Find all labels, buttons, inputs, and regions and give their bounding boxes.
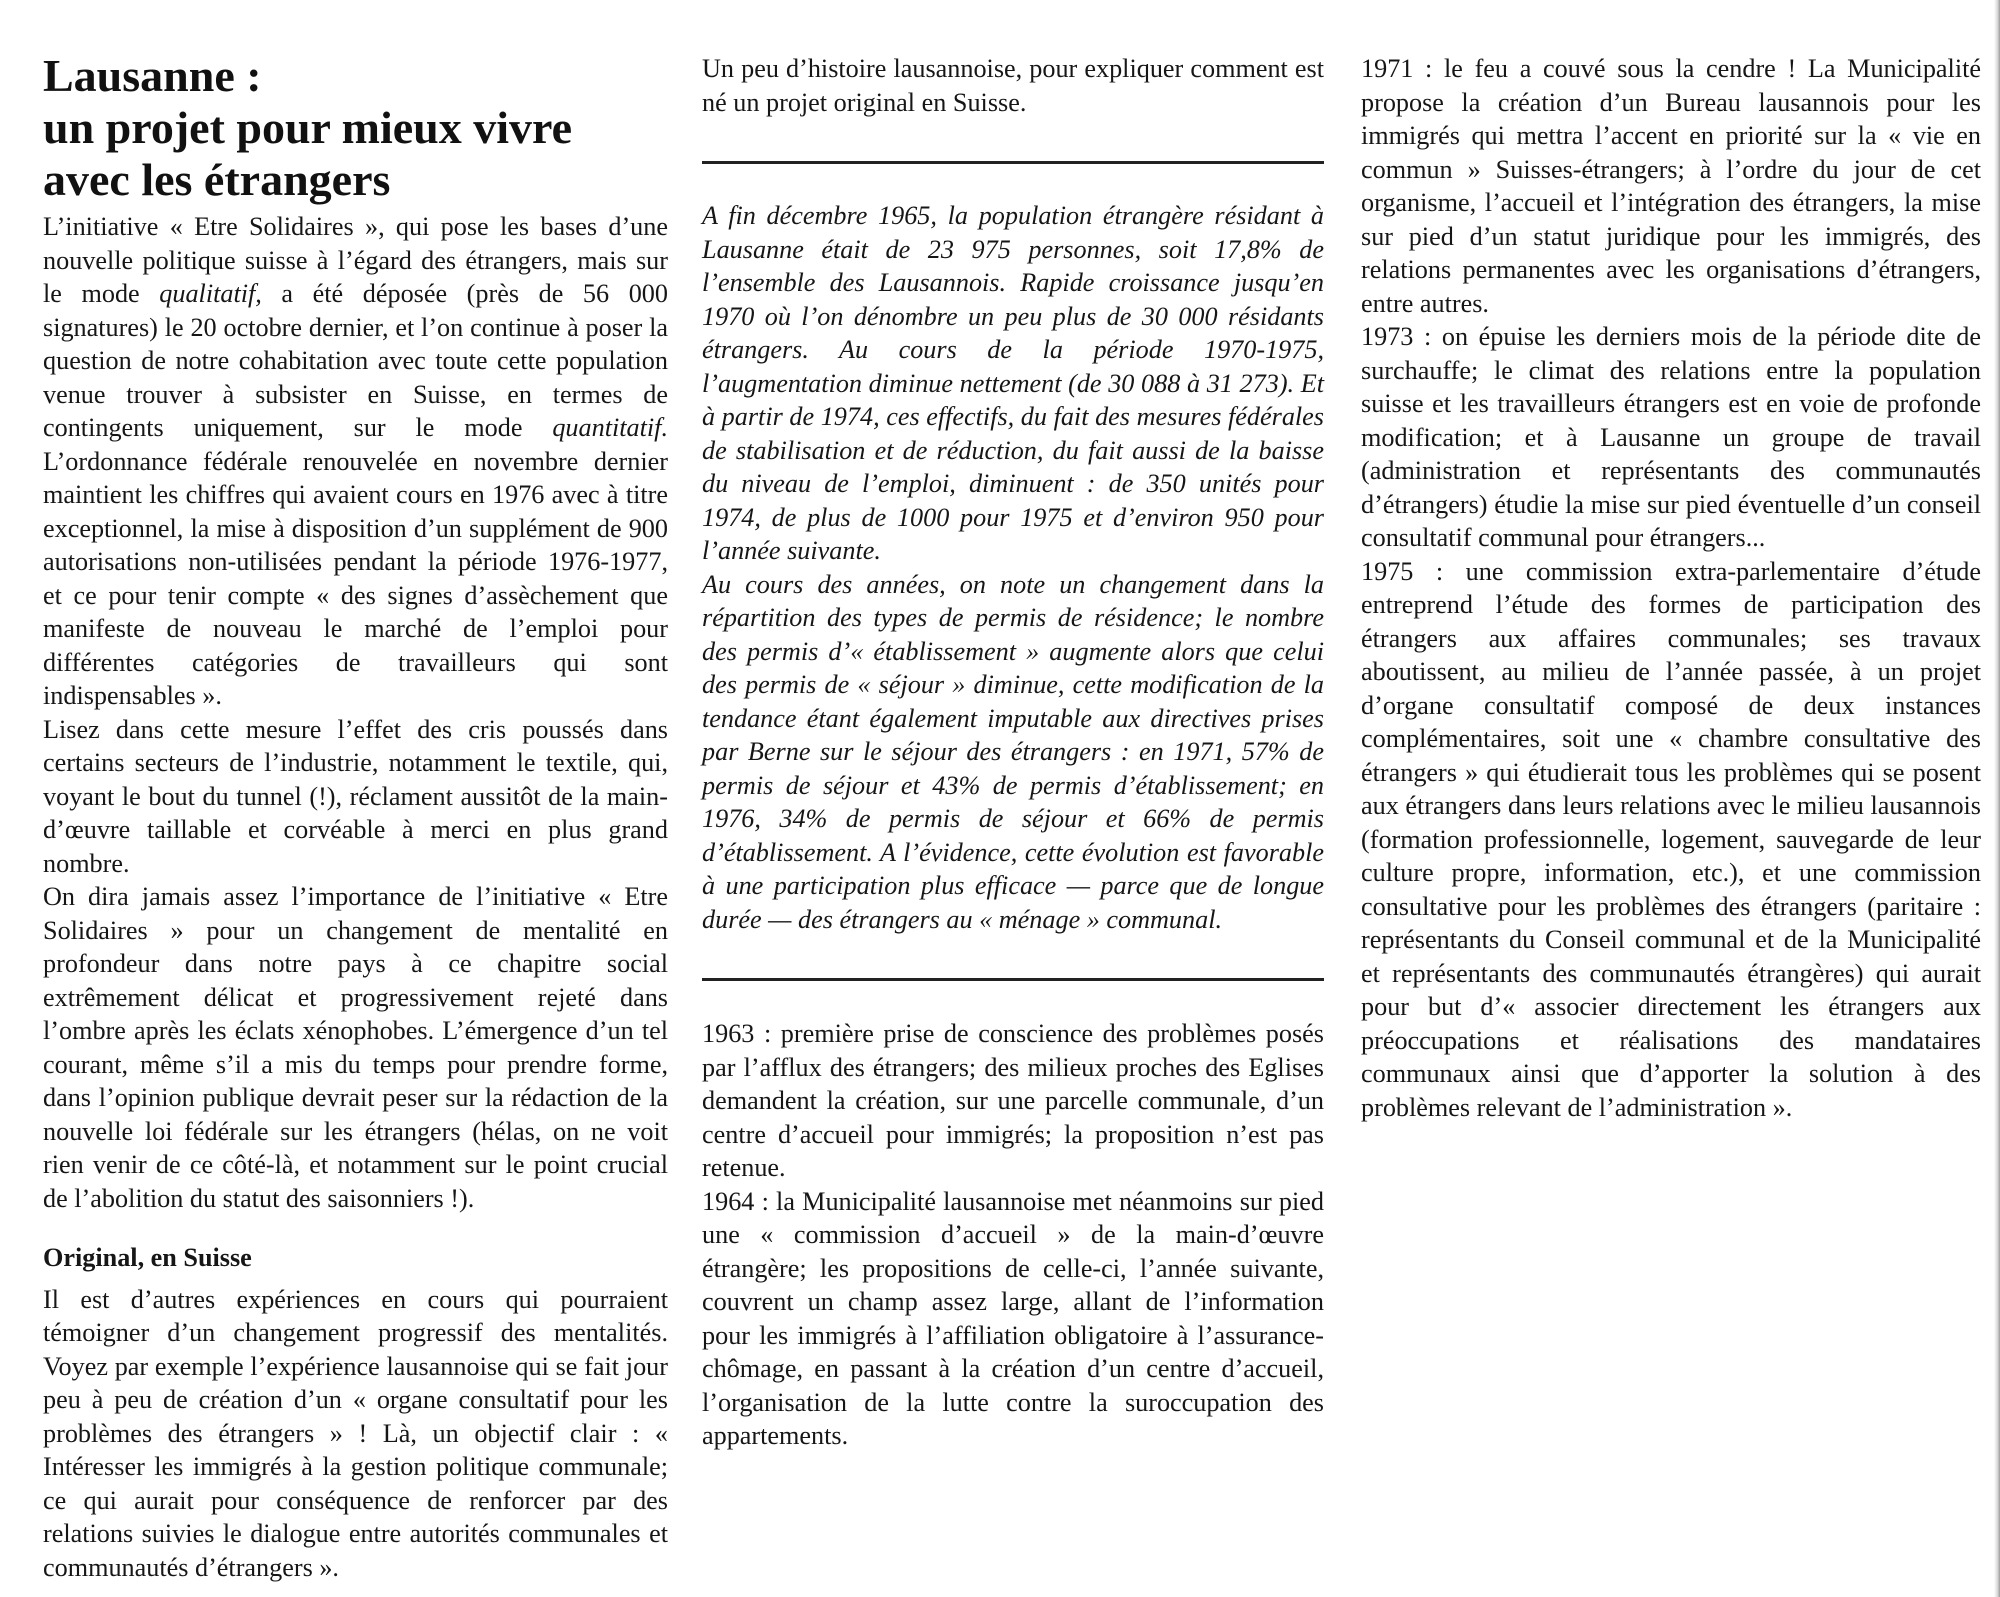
chronology-1975: 1975 : une commission extra-parlementaire d’étude entreprend l’étude des formes de participation des étrangers aux affaires communales; ses travaux aboutissent, au milieu de l’année passée, à un projet d’organe consultatif composé de deux instances complémentaires, soit une « chambre consultative des étrangers » qui étudierait tous les problèmes qui se posent aux étrangers dans leurs relations avec le milieu lausannois (formation professionnelle, logement, sauvegarde de leur culture propre, information, etc.), et une commission consultative pour les problèmes des étrangers (paritaire : représentants du Conseil communal et de la Municipalité et représentants des communautés étrangères) qui aurait pour but d’« associer directement les étrangers aux préoccupations et réalisations des mandataires communaux ainsi que d’apporter la solution à des problèmes relevant de l’administration ». — [1361, 556, 1981, 1122]
paragraph-mentality: On dira jamais assez l’importance de l’initiative « Etre Solidaires » pour un changement de mentalité en profondeur dans notre pays à ce chapitre social extrêmement délicat et progressivement rejeté dans l’ombre après les éclats xénophobes. L’émergence d’un tel courant, même s’il a mis du temps pour prendre forme, dans l’opinion publique devrait peser sur la rédaction de la nouvelle loi fédérale sur les étrangers (hélas, on ne voit rien venir de ce côté-là, et notamment sur le point crucial de l’abolition du statut des saisonniers !). — [43, 882, 668, 1213]
statistics-paragraph-2: Au cours des années, on note un changement dans la répartition des types de permis de résidence; le nombre des permis d’« établissement » augmente alors que celui des permis de « séjour » diminue, cette modification de la tendance étant également imputable aux directives prises par Berne sur le séjour des étrangers : en 1971, 57% de permis de séjour et 43% de permis d’établissement; en 1976, 34% de permis de séjour et 66% de permis d’établissement. A l’évidence, cette évolution est favorable à une participation plus efficace — parce que de longue durée — des étrangers au « ménage » communal. — [702, 569, 1324, 934]
intro-segment-italic: qualitatif, — [159, 279, 262, 308]
intro-segment: L’initiative « Etre Solidaires », qui pose les bases d’une nouvelle politique suisse à l’égard des étrangers, mais sur le mode — [43, 212, 668, 308]
subheading-original: Original, en Suisse — [43, 1243, 252, 1272]
paragraph-industry: Lisez dans cette mesure l’effet des cris poussés dans certains secteurs de l’industrie, notamment le textile, qui, voyant le bout du tunnel (!), réclament aussitôt de la main-d’œuvre taillable et corvéable à merci en plus grand nombre. — [43, 714, 668, 878]
paragraph-experiences: Il est d’autres expériences en cours qui pourraient témoigner d’un changement progressif des mentalités. Voyez par exemple l’expérience lausannoise qui se fait jour peu à peu de création d’un « organe consultatif pour les problèmes des étrangers » ! Là, un objectif clair : « Intéresser les immigrés à la gestion politique communale; ce qui aurait pour conséquence de renforcer par des relations suivies le dialogue entre autorités communales et communautés d’étrangers ». — [43, 1284, 668, 1582]
intro-paragraph — [43, 210, 668, 713]
title-line-2: un projet pour mieux vivre — [43, 102, 573, 153]
column-3 — [1361, 0, 1981, 1124]
intro-segment: a été déposée (près de 56 000 signatures) le 20 octobre dernier, et l’on continue à poser la question de notre cohabitation avec toute cette population venue trouver à subsister en Suisse, en termes de contingents uniquement, sur le mode — [43, 279, 668, 442]
chronology-1964: 1964 : la Municipalité lausannoise met néanmoins sur pied une « commission d’accueil » de la main-d’œuvre étrangère; les propositions de celle-ci, l’année suivante, couvrent un champ assez large, allant de l’information pour les immigrés à l’affiliation obligatoire à l’assurance-chômage, en passant à la création d’un centre d’accueil, l’organisation de la lutte contre la suroccupation des appartements. — [702, 1186, 1324, 1450]
statistics-paragraph-1: A fin décembre 1965, la population étrangère résidant à Lausanne était de 23 975 personnes, soit 17,8% de l’ensemble des Lausannois. Rapide croissance jusqu’en 1970 où l’on dénombre un peu plus de 30 000 résidants étrangers. Au cours de la période 1970-1975, l’augmentation diminue nettement (de 30 088 à 31 273). Et à partir de 1974, ces effectifs, du fait des mesures fédérales de stabilisation et de réduction, du fait aussi de la baisse du niveau de l’emploi, diminuent : de 350 unités pour 1974, de plus de 1000 pour 1975 et d’environ 950 pour l’année suivante. — [702, 201, 1324, 565]
intro-segment-italic: quantitatif. — [552, 413, 668, 442]
chronology-1971: 1971 : le feu a couvé sous la cendre ! La Municipalité propose la création d’un Bureau lausannois pour les immigrés qui mettra l’accent en priorité sur la « vie en commun » Suisses-étrangers; à l’ordre du jour de cet organisme, l’accueil et l’intégration des étrangers, la mise sur pied d’un statut juridique pour les immigrés, des relations permanentes avec les organisations d’étrangers, entre autres. — [1361, 54, 1981, 318]
paragraph-history: Un peu d’histoire lausannoise, pour expliquer comment est né un projet original en Suisse. — [702, 54, 1324, 117]
title-line-3: avec les étrangers — [43, 154, 391, 205]
article-title — [43, 50, 668, 206]
box-bottom-rule — [702, 978, 1324, 981]
statistics-box — [702, 199, 1324, 936]
column-1 — [43, 0, 668, 1584]
title-line-1: Lausanne : — [43, 50, 262, 101]
box-top-rule — [702, 161, 1324, 164]
scan-page-edge — [1994, 0, 2000, 1597]
column-2 — [702, 0, 1324, 1453]
chronology-1963: 1963 : première prise de conscience des problèmes posés par l’afflux des étrangers; des milieux proches des Eglises demandent la création, sur une parcelle communale, d’un centre d’accueil pour immigrés; la proposition n’est pas retenue. — [702, 1019, 1324, 1182]
intro-segment: L’ordonnance fédérale renouvelée en novembre dernier maintient les chiffres qui avaient cours en 1976 avec à titre exceptionnel, la mise à disposition d’un supplément de 900 autorisations non-utilisées pendant la période 1976-1977, et ce pour tenir compte « des signes d’assèchement que manifeste de nouveau le marché de l’emploi pour différentes catégories de travailleurs qui sont indispensables ». — [43, 446, 668, 710]
chronology-1973: 1973 : on épuise les derniers mois de la période dite de surchauffe; le climat des relations entre la population suisse et les travailleurs étrangers est en voie de profonde modification; et à Lausanne un groupe de travail (administration et représentants des communautés d’étrangers) étudie la mise sur pied éventuelle d’un conseil consultatif communal pour étrangers... — [1361, 322, 1981, 552]
